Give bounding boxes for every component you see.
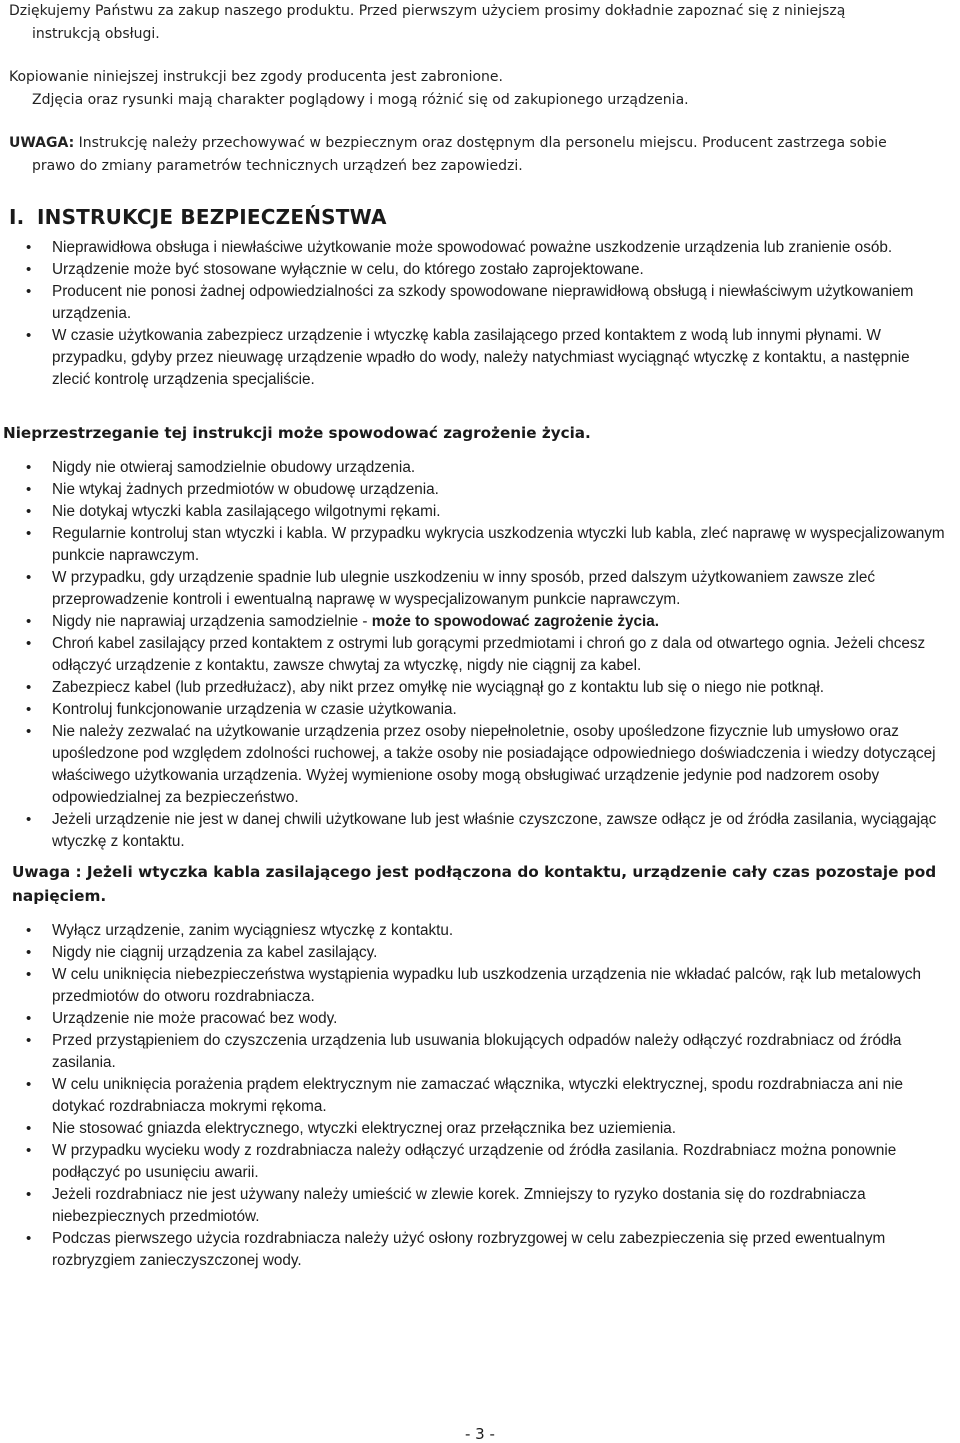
- uwaga-label: UWAGA:: [9, 135, 75, 151]
- uwaga-line-2: prawo do zmiany parametrów technicznych urządzeń bez zapowiedzi.: [32, 158, 523, 174]
- list-item: • Chroń kabel zasilający przed kontaktem z ostrymi lub gorącymi przedmiotami i chroń go z dala od otwartego ognia. Jeżeli chcesz odłączyć urządzenie z kontaktu, zawsze chwytaj za wtyczkę, nigdy nie ciągnij za kabel.: [0, 633, 950, 677]
- uwaga-paragraph: [9, 132, 953, 178]
- thanks-line-2: instrukcją obsługi.: [32, 26, 160, 42]
- list-item: • Regularnie kontroluj stan wtyczki i kabla. W przypadku wykrycia uszkodzenia wtyczki lub kabla, zleć naprawę w wyspecjalizowanym punkcie naprawczym.: [0, 523, 950, 567]
- safety-list-3: [0, 920, 950, 1272]
- list-item: • W przypadku, gdy urządzenie spadnie lub ulegnie uszkodzeniu w inny sposób, przed dalszym użytkowaniem zawsze zleć przeprowadzenie kontroli i ewentualną naprawę w wyspecjalizowanym punkcie naprawczym.: [0, 567, 950, 611]
- list-item: • W czasie użytkowania zabezpiecz urządzenie i wtyczkę kabla zasilającego przed kontaktem z wodą lub innymi płynami. W przypadku, gdyby przez nieuwagę urządzenie wpadło do wody, należy natychmiast wyciągnąć wtyczkę z kontaktu, a następnie zlecić kontrolę urządzenia specjaliście.: [0, 325, 950, 391]
- list-item: • Nie należy zezwalać na użytkowanie urządzenia przez osoby niepełnoletnie, osoby upośledzone fizycznie lub umysłowo oraz upośledzone pod względem zdolności ruchowej, a także osoby nie posiadające odpowiedniego doświadczenia i wiedzy dotyczącej właściwego użytkowania urządzenia. Wyżej wymienione osoby mogą obsługiwać urządzenie jedynie pod nadzorem osoby odpowiedzialnej za bezpieczeństwo.: [0, 721, 950, 809]
- safety-list-1: [0, 237, 950, 391]
- list-item: • Nie stosować gniazda elektrycznego, wtyczki elektrycznej oraz przełącznika bez uziemienia.: [0, 1118, 950, 1140]
- list-item: • W celu uniknięcia porażenia prądem elektrycznym nie zamaczać włącznika, wtyczki elektrycznej, spodu rozdrabniacza ani nie dotykać rozdrabniacza mokrymi rękoma.: [0, 1074, 950, 1118]
- life-threat-warning: Nieprzestrzeganie tej instrukcji może spowodować zagrożenie życia.: [3, 424, 591, 442]
- uwaga-line-1: Instrukcję należy przechowywać w bezpiecznym oraz dostępnym dla personelu miejscu. Producent zastrzega sobie: [74, 135, 887, 151]
- copyright-line-2: Zdjęcia oraz rysunki mają charakter poglądowy i mogą różnić się od zakupionego urządzenia.: [32, 92, 689, 108]
- list-item: • Nieprawidłowa obsługa i niewłaściwe użytkowanie może spowodować poważne uszkodzenie urządzenia lub zranienie osób.: [0, 237, 950, 259]
- section-title: INSTRUKCJE BEZPIECZEŃSTWA: [37, 205, 387, 229]
- thanks-paragraph: [9, 0, 953, 46]
- list-item: • Urządzenie nie może pracować bez wody.: [0, 1008, 950, 1030]
- page-number: - 3 -: [465, 1425, 495, 1443]
- list-item: • Przed przystąpieniem do czyszczenia urządzenia lub usuwania blokujących odpadów należy odłączyć rozdrabniacz od źródła zasilania.: [0, 1030, 950, 1074]
- section-number: I.: [9, 205, 25, 229]
- list-item: [0, 611, 950, 633]
- list-item: • W celu uniknięcia niebezpieczeństwa wystąpienia wypadku lub uszkodzenia urządzenia nie wkładać palców, rąk lub metalowych przedmiotów do otworu rozdrabniacza.: [0, 964, 950, 1008]
- list-item: • Producent nie ponosi żadnej odpowiedzialności za szkody spowodowane nieprawidłową obsługą i niewłaściwym użytkowaniem urządzenia.: [0, 281, 950, 325]
- list-item: • Nie dotykaj wtyczki kabla zasilającego wilgotnymi rękami.: [0, 501, 950, 523]
- thanks-line-1: Dziękujemy Państwu za zakup naszego produktu. Przed pierwszym użyciem prosimy dokładnie zapoznać się z niniejszą: [9, 3, 846, 19]
- list-item: • Jeżeli rozdrabniacz nie jest używany należy umieścić w zlewie korek. Zmniejszy to ryzyko dostania się do rozdrabniacza niebezpiecznych przedmiotów.: [0, 1184, 950, 1228]
- voltage-warning: Uwaga : Jeżeli wtyczka kabla zasilającego jest podłączona do kontaktu, urządzenie cały czas pozostaje pod napięciem.: [12, 863, 937, 905]
- copyright-paragraph: [9, 66, 953, 112]
- list-item: • Zabezpiecz kabel (lub przedłużacz), aby nikt przez omyłkę nie wyciągnął go z kontaktu lub się o niego nie potknął.: [0, 677, 950, 699]
- list-item: • Nigdy nie otwieraj samodzielnie obudowy urządzenia.: [0, 457, 950, 479]
- list-item: • Wyłącz urządzenie, zanim wyciągniesz wtyczkę z kontaktu.: [0, 920, 950, 942]
- copyright-line-1: Kopiowanie niniejszej instrukcji bez zgody producenta jest zabronione.: [9, 69, 503, 85]
- list-item: • W przypadku wycieku wody z rozdrabniacza należy odłączyć urządzenie od źródła zasilania. Rozdrabniacz można ponownie podłączyć po usunięciu awarii.: [0, 1140, 950, 1184]
- section-heading: [9, 205, 387, 229]
- list-item: • Podczas pierwszego użycia rozdrabniacza należy użyć osłony rozbryzgowej w celu zabezpieczenia się przed ewentualnym rozbryzgiem zanieczyszczonej wody.: [0, 1228, 950, 1272]
- list-item: • Nie wtykaj żadnych przedmiotów w obudowę urządzenia.: [0, 479, 950, 501]
- safety-list-2: [0, 457, 950, 853]
- list-item: • Jeżeli urządzenie nie jest w danej chwili użytkowane lub jest właśnie czyszczone, zawsze odłącz je od źródła zasilania, wyciągając wtyczkę z kontaktu.: [0, 809, 950, 853]
- list-item-bold: może to spowodować zagrożenie życia.: [371, 613, 660, 630]
- list-item: • Urządzenie może być stosowane wyłącznie w celu, do którego zostało zaprojektowane.: [0, 259, 950, 281]
- list-item: • Nigdy nie ciągnij urządzenia za kabel zasilający.: [0, 942, 950, 964]
- list-item-text: Nigdy nie naprawiaj urządzenia samodzielnie -: [52, 613, 372, 630]
- list-item: • Kontroluj funkcjonowanie urządzenia w czasie użytkowania.: [0, 699, 950, 721]
